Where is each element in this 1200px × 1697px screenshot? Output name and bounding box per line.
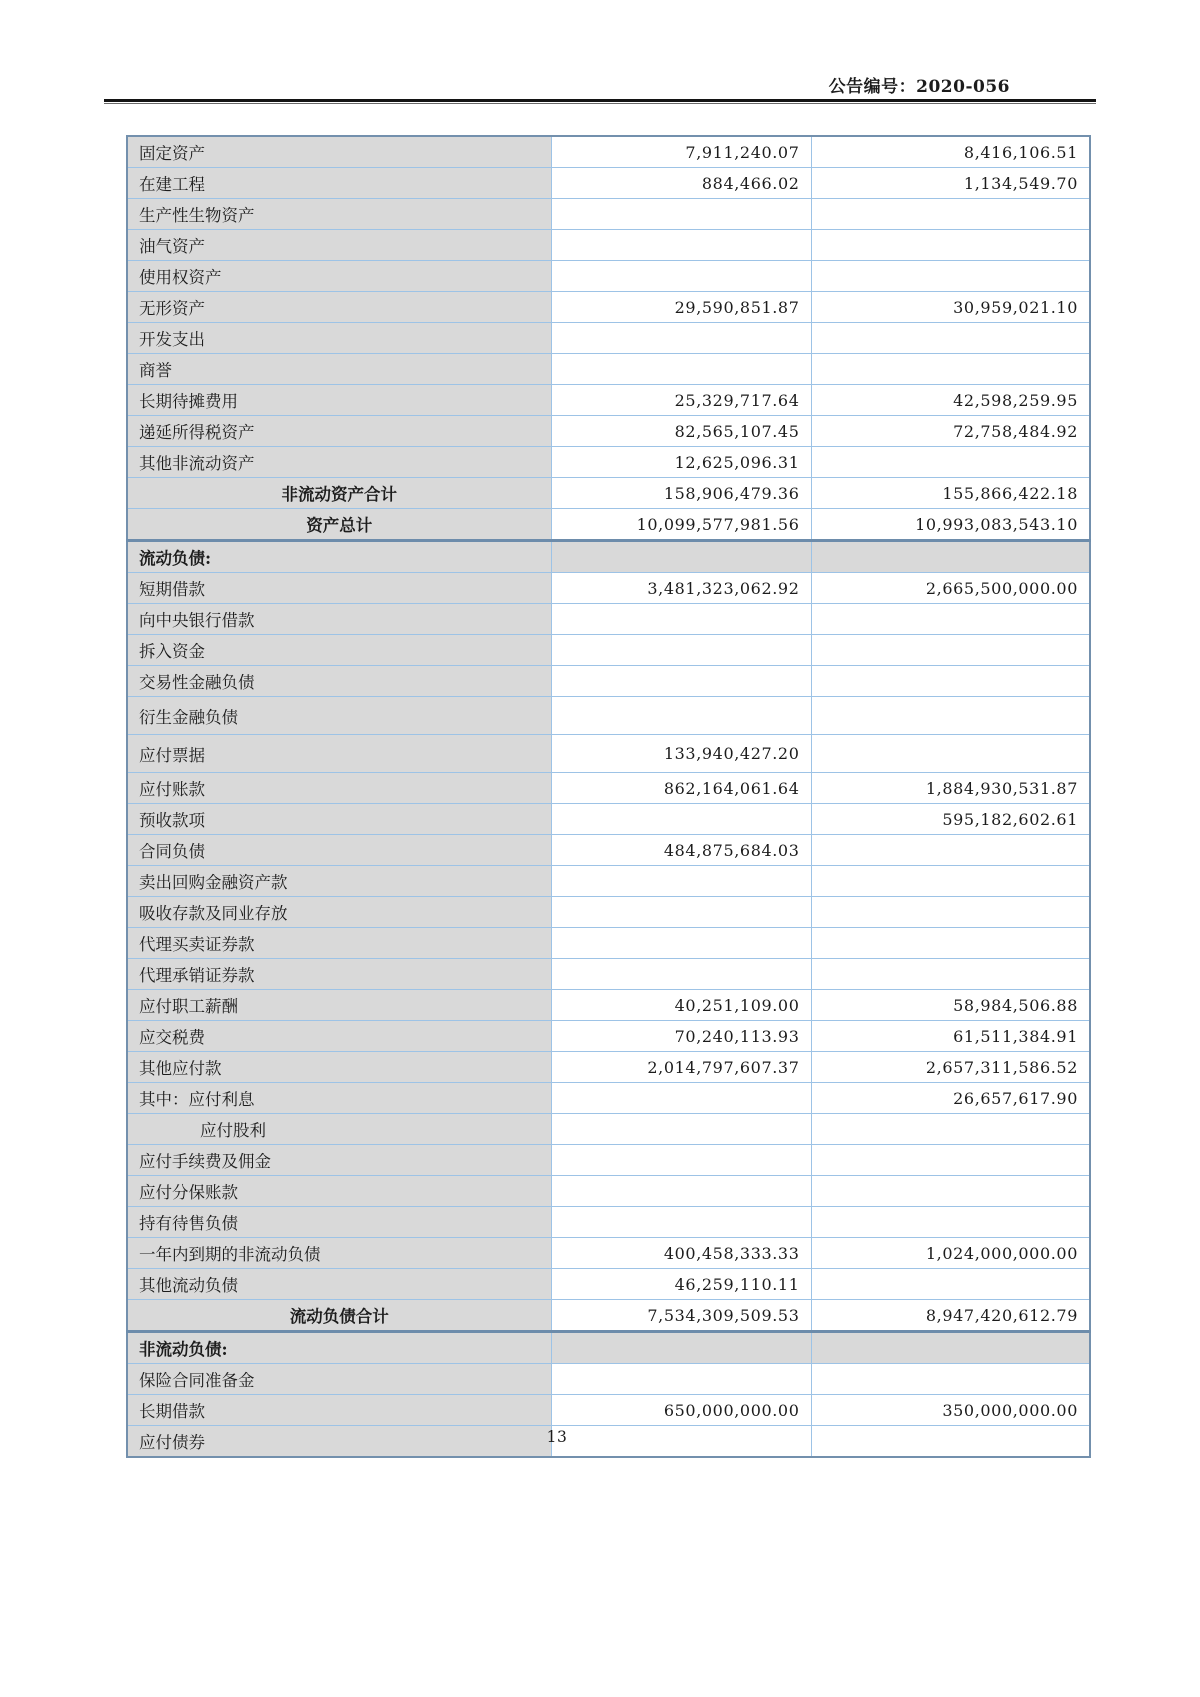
row-value-period-end: 3,481,323,062.92 (551, 573, 811, 604)
table-row (127, 1114, 1090, 1145)
row-value-period-end (551, 959, 811, 990)
row-value-period-end (551, 1332, 811, 1364)
row-label: 合同负债 (127, 835, 551, 866)
row-value-period-begin (811, 354, 1090, 385)
row-value-period-begin (811, 1176, 1090, 1207)
row-value-period-end: 25,329,717.64 (551, 385, 811, 416)
row-value-period-end: 400,458,333.33 (551, 1238, 811, 1269)
row-value-period-begin (811, 199, 1090, 230)
row-value-period-end: 650,000,000.00 (551, 1395, 811, 1426)
row-value-period-begin (811, 666, 1090, 697)
row-value-period-begin (811, 897, 1090, 928)
row-label: 其他流动负债 (127, 1269, 551, 1300)
table-row (127, 1269, 1090, 1300)
table-row (127, 292, 1090, 323)
row-value-period-end (551, 1114, 811, 1145)
row-value-period-begin (811, 928, 1090, 959)
row-value-period-begin: 1,134,549.70 (811, 168, 1090, 199)
table-row (127, 604, 1090, 635)
row-value-period-begin (811, 230, 1090, 261)
header-rule-thick-line (104, 99, 1096, 102)
row-label: 吸收存款及同业存放 (127, 897, 551, 928)
table-row (127, 1300, 1090, 1332)
row-value-period-end (551, 666, 811, 697)
row-label: 非流动负债: (127, 1332, 551, 1364)
row-value-period-end (551, 199, 811, 230)
table-row (127, 136, 1090, 168)
row-value-period-begin (811, 541, 1090, 573)
row-label: 其他应付款 (127, 1052, 551, 1083)
row-value-period-begin (811, 1145, 1090, 1176)
row-value-period-end (551, 1176, 811, 1207)
table-row (127, 416, 1090, 447)
table-row (127, 773, 1090, 804)
table-row (127, 866, 1090, 897)
row-value-period-end (551, 1083, 811, 1114)
row-value-period-begin: 30,959,021.10 (811, 292, 1090, 323)
row-value-period-begin (811, 697, 1090, 735)
row-label: 应付股利 (127, 1114, 551, 1145)
table-row (127, 697, 1090, 735)
row-value-period-end: 484,875,684.03 (551, 835, 811, 866)
table-row (127, 928, 1090, 959)
row-value-period-end: 46,259,110.11 (551, 1269, 811, 1300)
table-row (127, 199, 1090, 230)
table-row (127, 385, 1090, 416)
balance-sheet-table (126, 135, 1091, 1458)
row-label: 代理买卖证券款 (127, 928, 551, 959)
row-value-period-begin (811, 635, 1090, 666)
row-value-period-end: 7,534,309,509.53 (551, 1300, 811, 1332)
table-row (127, 573, 1090, 604)
row-label: 长期借款 (127, 1395, 551, 1426)
row-label: 应付职工薪酬 (127, 990, 551, 1021)
row-label: 非流动资产合计 (127, 478, 551, 509)
table-row (127, 635, 1090, 666)
row-label: 资产总计 (127, 509, 551, 541)
table-row (127, 804, 1090, 835)
table-row (127, 1176, 1090, 1207)
table-row (127, 959, 1090, 990)
row-value-period-end (551, 1207, 811, 1238)
row-value-period-begin: 1,024,000,000.00 (811, 1238, 1090, 1269)
row-label: 其中：应付利息 (127, 1083, 551, 1114)
row-value-period-begin (811, 447, 1090, 478)
row-value-period-end (551, 230, 811, 261)
row-value-period-begin: 595,182,602.61 (811, 804, 1090, 835)
row-value-period-begin: 8,416,106.51 (811, 136, 1090, 168)
table-row (127, 1238, 1090, 1269)
table-row (127, 1145, 1090, 1176)
table-row (127, 323, 1090, 354)
row-value-period-begin: 58,984,506.88 (811, 990, 1090, 1021)
row-value-period-begin: 350,000,000.00 (811, 1395, 1090, 1426)
row-value-period-begin (811, 1114, 1090, 1145)
row-value-period-end: 158,906,479.36 (551, 478, 811, 509)
row-value-period-end: 10,099,577,981.56 (551, 509, 811, 541)
row-value-period-begin: 42,598,259.95 (811, 385, 1090, 416)
table-row (127, 1395, 1090, 1426)
row-value-period-end (551, 354, 811, 385)
table-row (127, 1364, 1090, 1395)
row-value-period-begin (811, 261, 1090, 292)
row-label: 应付票据 (127, 735, 551, 773)
row-value-period-end (551, 697, 811, 735)
table-row (127, 735, 1090, 773)
row-value-period-end: 862,164,061.64 (551, 773, 811, 804)
table-row (127, 1021, 1090, 1052)
row-value-period-begin: 72,758,484.92 (811, 416, 1090, 447)
row-value-period-end (551, 261, 811, 292)
table-row (127, 1332, 1090, 1364)
row-label: 短期借款 (127, 573, 551, 604)
row-value-period-begin (811, 835, 1090, 866)
row-label: 递延所得税资产 (127, 416, 551, 447)
row-value-period-end: 29,590,851.87 (551, 292, 811, 323)
row-label: 长期待摊费用 (127, 385, 551, 416)
row-label: 预收款项 (127, 804, 551, 835)
balance-sheet-table-container (126, 135, 1089, 1458)
row-label: 无形资产 (127, 292, 551, 323)
row-label: 在建工程 (127, 168, 551, 199)
announcement-number: 公告编号：2020-056 (828, 77, 1010, 97)
row-label: 其他非流动资产 (127, 447, 551, 478)
page-number: 13 (546, 1428, 568, 1446)
row-value-period-end (551, 635, 811, 666)
row-value-period-begin (811, 959, 1090, 990)
row-label: 应付账款 (127, 773, 551, 804)
table-row (127, 168, 1090, 199)
row-value-period-begin: 1,884,930,531.87 (811, 773, 1090, 804)
row-value-period-end (551, 928, 811, 959)
table-row (127, 478, 1090, 509)
row-label: 流动负债: (127, 541, 551, 573)
row-value-period-begin (811, 735, 1090, 773)
row-label: 持有待售负债 (127, 1207, 551, 1238)
row-value-period-begin: 10,993,083,543.10 (811, 509, 1090, 541)
row-label: 应付分保账款 (127, 1176, 551, 1207)
row-value-period-end (551, 323, 811, 354)
row-value-period-begin: 26,657,617.90 (811, 1083, 1090, 1114)
row-label: 一年内到期的非流动负债 (127, 1238, 551, 1269)
row-label: 使用权资产 (127, 261, 551, 292)
table-row (127, 835, 1090, 866)
row-value-period-end: 82,565,107.45 (551, 416, 811, 447)
header-rule (104, 99, 1096, 105)
row-value-period-end (551, 541, 811, 573)
row-value-period-begin (811, 866, 1090, 897)
table-row (127, 1207, 1090, 1238)
row-value-period-end: 133,940,427.20 (551, 735, 811, 773)
table-row (127, 897, 1090, 928)
row-value-period-end: 70,240,113.93 (551, 1021, 811, 1052)
row-value-period-begin: 2,657,311,586.52 (811, 1052, 1090, 1083)
row-label: 应交税费 (127, 1021, 551, 1052)
row-value-period-begin: 61,511,384.91 (811, 1021, 1090, 1052)
table-row (127, 1052, 1090, 1083)
row-label: 流动负债合计 (127, 1300, 551, 1332)
row-value-period-end: 7,911,240.07 (551, 136, 811, 168)
row-label: 卖出回购金融资产款 (127, 866, 551, 897)
row-value-period-begin: 8,947,420,612.79 (811, 1300, 1090, 1332)
table-row (127, 261, 1090, 292)
row-label: 生产性生物资产 (127, 199, 551, 230)
row-label: 代理承销证券款 (127, 959, 551, 990)
table-row (127, 230, 1090, 261)
row-value-period-begin: 155,866,422.18 (811, 478, 1090, 509)
row-label: 保险合同准备金 (127, 1364, 551, 1395)
row-value-period-end (551, 1145, 811, 1176)
row-value-period-begin: 2,665,500,000.00 (811, 573, 1090, 604)
row-label: 向中央银行借款 (127, 604, 551, 635)
row-value-period-begin (811, 323, 1090, 354)
table-row (127, 666, 1090, 697)
row-value-period-begin (811, 604, 1090, 635)
row-label: 固定资产 (127, 136, 551, 168)
row-label: 应付债券 (127, 1426, 551, 1458)
row-label: 拆入资金 (127, 635, 551, 666)
row-label: 油气资产 (127, 230, 551, 261)
row-value-period-begin (811, 1332, 1090, 1364)
row-label: 衍生金融负债 (127, 697, 551, 735)
row-label: 交易性金融负债 (127, 666, 551, 697)
row-label: 开发支出 (127, 323, 551, 354)
row-label: 商誉 (127, 354, 551, 385)
row-value-period-end: 2,014,797,607.37 (551, 1052, 811, 1083)
row-value-period-begin (811, 1364, 1090, 1395)
row-value-period-end (551, 804, 811, 835)
row-value-period-begin (811, 1269, 1090, 1300)
row-value-period-end (551, 897, 811, 928)
row-value-period-end: 12,625,096.31 (551, 447, 811, 478)
balance-table-body (127, 136, 1090, 1457)
row-label: 应付手续费及佣金 (127, 1145, 551, 1176)
table-row (127, 354, 1090, 385)
row-value-period-begin (811, 1207, 1090, 1238)
table-row (127, 1083, 1090, 1114)
row-value-period-end: 40,251,109.00 (551, 990, 811, 1021)
table-row (127, 990, 1090, 1021)
table-row (127, 447, 1090, 478)
header-rule-thin-line (104, 103, 1096, 104)
table-row (127, 509, 1090, 541)
row-value-period-end (551, 604, 811, 635)
row-value-period-end (551, 866, 811, 897)
row-value-period-end: 884,466.02 (551, 168, 811, 199)
table-row (127, 541, 1090, 573)
row-value-period-end (551, 1364, 811, 1395)
